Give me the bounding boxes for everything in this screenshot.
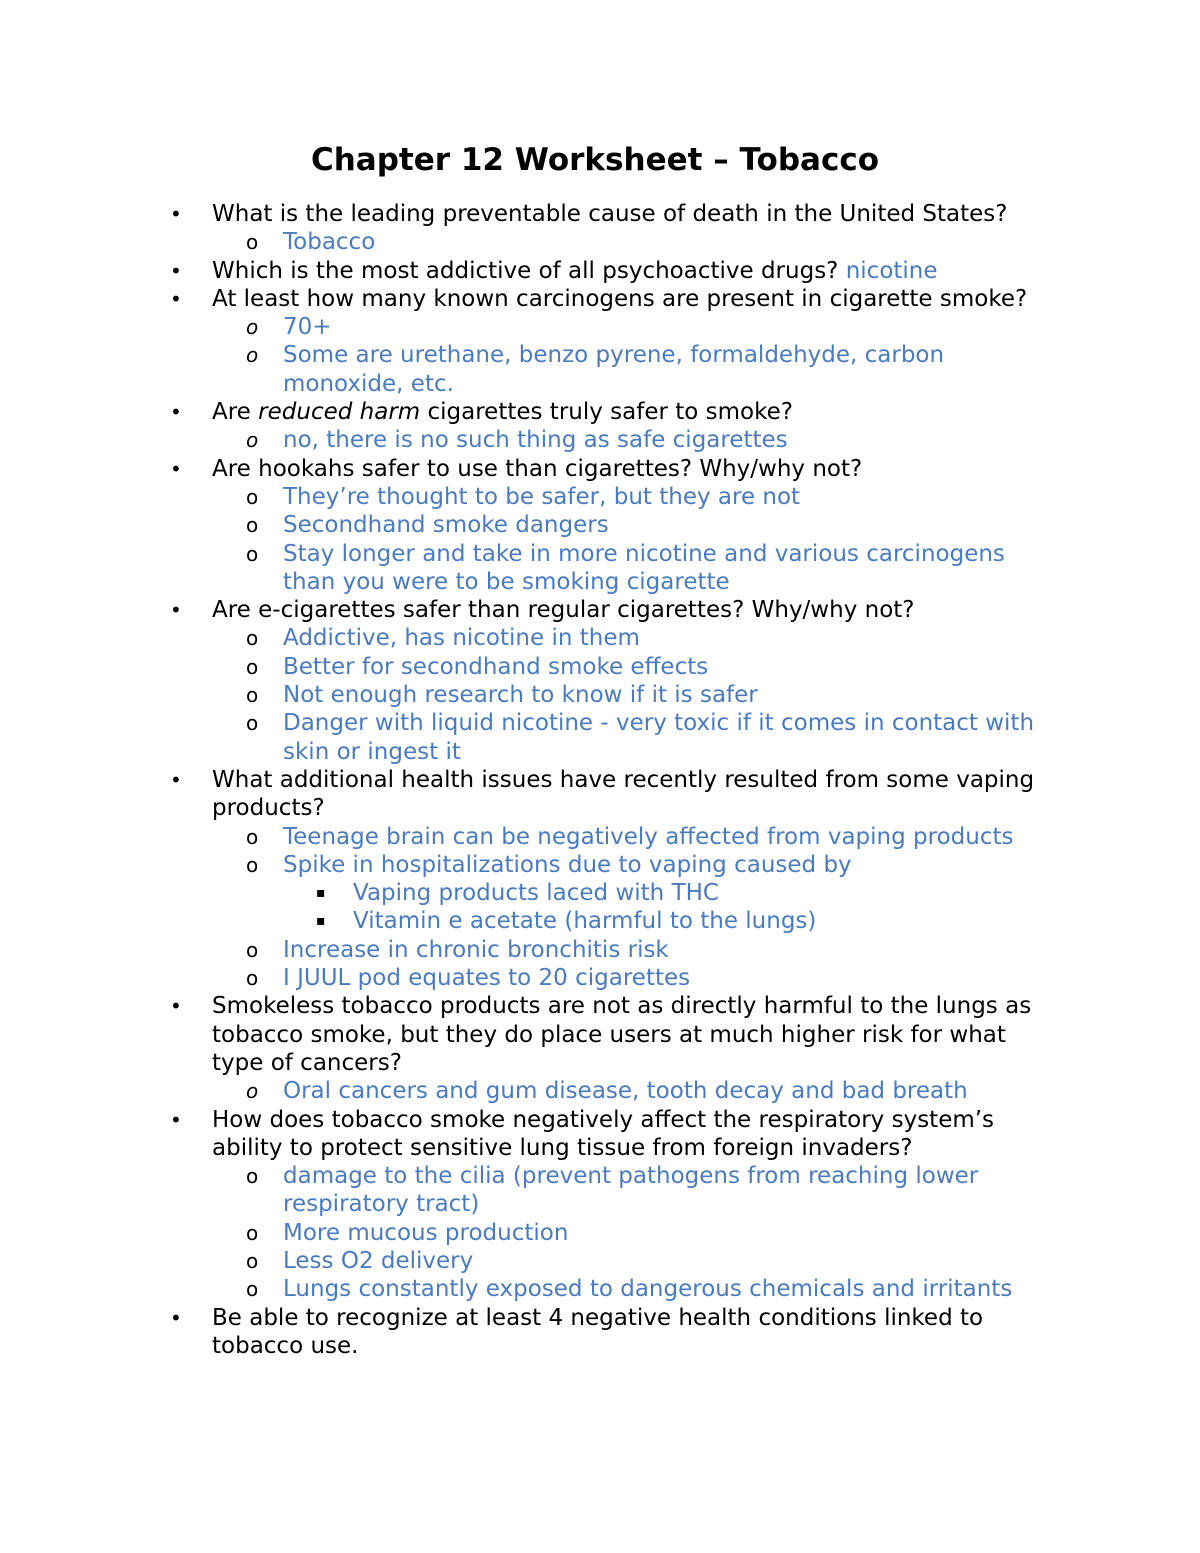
item-text: More mucous production: [283, 1219, 569, 1246]
item-text: How does tobacco smoke negatively affect the respiratory system’s ability to protect sensitive lung tissue from foreign invaders?: [212, 1106, 995, 1161]
circle-bullet-icon: o: [246, 428, 259, 453]
answer-item: [0, 341, 1200, 398]
circle-bullet-icon: o: [246, 1220, 259, 1245]
question-item: [0, 257, 1200, 285]
item-text: Some are urethane, benzo pyrene, formaldehyde, carbon monoxide, etc.: [283, 342, 945, 397]
answer-item: [0, 709, 1200, 766]
circle-bullet-icon: o: [246, 484, 259, 509]
answer-item: [0, 1275, 1200, 1303]
circle-bullet-icon: o: [246, 626, 259, 651]
item-text: Better for secondhand smoke effects: [283, 653, 709, 680]
item-text: damage to the cilia (prevent pathogens from reaching lower respiratory tract): [283, 1163, 979, 1218]
sub-answer-item: [0, 907, 1200, 935]
question-item: [0, 1304, 1200, 1361]
answer-item: [0, 1162, 1200, 1219]
circle-bullet-icon: o: [246, 1164, 259, 1189]
circle-bullet-icon: o: [246, 541, 259, 566]
item-text: At least how many known carcinogens are present in cigarette smoke?: [212, 285, 1028, 312]
bullet-icon: •: [170, 767, 182, 792]
item-emphasis: reduced harm: [258, 399, 421, 426]
item-text: Spike in hospitalizations due to vaping caused by: [283, 851, 852, 878]
item-text: Lungs constantly exposed to dangerous chemicals and irritants: [283, 1276, 1013, 1303]
answer-item: [0, 851, 1200, 879]
circle-bullet-icon: o: [246, 315, 259, 340]
question-item: [0, 398, 1200, 426]
answer-item: [0, 964, 1200, 992]
answer-item: [0, 540, 1200, 597]
answer-item: [0, 1247, 1200, 1275]
bullet-icon: •: [170, 994, 182, 1019]
item-text: Are e-cigarettes safer than regular cigarettes? Why/why not?: [212, 597, 915, 624]
answer-item: [0, 936, 1200, 964]
item-text: Oral cancers and gum disease, tooth decay and bad breath: [283, 1078, 968, 1105]
item-text: What additional health issues have recently resulted from some vaping products?: [212, 766, 1035, 822]
bullet-icon: •: [170, 258, 182, 283]
question-item: [0, 455, 1200, 483]
item-text: Less O2 delivery: [283, 1247, 474, 1274]
item-text: Secondhand smoke dangers: [283, 512, 609, 539]
answer-item: [0, 624, 1200, 652]
item-text: Danger with liquid nicotine - very toxic if it comes in contact with skin or ingest it: [283, 710, 1035, 765]
question-list: [0, 200, 1200, 1360]
question-item: [0, 596, 1200, 624]
bullet-icon: •: [170, 1107, 182, 1132]
answer-item: [0, 511, 1200, 539]
circle-bullet-icon: o: [246, 683, 259, 708]
item-text: They’re thought to be safer, but they are not: [283, 483, 801, 510]
answer-item: [0, 681, 1200, 709]
square-bullet-icon: ▪: [316, 913, 326, 930]
item-text: Vaping products laced with THC: [353, 880, 719, 907]
answer-item: [0, 483, 1200, 511]
item-text: cigarettes truly safer to smoke?: [420, 399, 793, 426]
circle-bullet-icon: o: [246, 711, 259, 736]
circle-bullet-icon: o: [246, 1248, 259, 1273]
circle-bullet-icon: o: [246, 513, 259, 538]
item-text: Smokeless tobacco products are not as directly harmful to the lungs as tobacco smoke, but they do place users at much higher risk for what type of cancers?: [212, 993, 1032, 1076]
circle-bullet-icon: o: [246, 230, 259, 255]
question-item: [0, 200, 1200, 228]
item-text: Are hookahs safer to use than cigarettes? Why/why not?: [212, 455, 863, 482]
question-item: [0, 766, 1200, 823]
item-text: I JUUL pod equates to 20 cigarettes: [283, 965, 691, 992]
square-bullet-icon: ▪: [316, 885, 326, 902]
item-text: Addictive, has nicotine in them: [283, 625, 640, 652]
circle-bullet-icon: o: [246, 937, 259, 962]
item-text: Are: [212, 399, 259, 426]
circle-bullet-icon: o: [246, 824, 259, 849]
item-text: 70+: [283, 314, 332, 341]
answer-item: [0, 313, 1200, 341]
item-text: no, there is no such thing as safe cigarettes: [283, 427, 788, 454]
item-text: Not enough research to know if it is safer: [283, 682, 758, 709]
bullet-icon: •: [170, 1305, 182, 1330]
item-text: Teenage brain can be negatively affected from vaping products: [283, 823, 1014, 850]
question-item: [0, 285, 1200, 313]
circle-bullet-icon: o: [246, 1277, 259, 1302]
item-text: Which is the most addictive of all psychoactive drugs?: [212, 257, 846, 284]
circle-bullet-icon: o: [246, 343, 259, 368]
circle-bullet-icon: o: [246, 852, 259, 877]
bullet-icon: •: [170, 286, 182, 311]
answer-item: [0, 1219, 1200, 1247]
circle-bullet-icon: o: [246, 966, 259, 991]
sub-answer-item: [0, 879, 1200, 907]
inline-answer: nicotine: [845, 257, 938, 284]
answer-item: [0, 653, 1200, 681]
bullet-icon: •: [170, 400, 182, 425]
answer-item: [0, 1077, 1200, 1105]
item-text: Vitamin e acetate (harmful to the lungs): [353, 908, 817, 935]
answer-item: [0, 823, 1200, 851]
bullet-icon: •: [170, 598, 182, 623]
page-title: Chapter 12 Worksheet – Tobacco: [310, 142, 880, 178]
item-text: What is the leading preventable cause of death in the United States?: [212, 201, 1008, 227]
question-item: [0, 992, 1200, 1077]
answer-item: [0, 228, 1200, 256]
circle-bullet-icon: o: [246, 654, 259, 679]
answer-item: [0, 426, 1200, 454]
item-text: Stay longer and take in more nicotine and various carcinogens than you were to be smoking cigarette: [283, 540, 1005, 595]
item-text: Tobacco: [283, 229, 376, 256]
item-text: Be able to recognize at least 4 negative health conditions linked to tobacco use.: [212, 1304, 984, 1359]
bullet-icon: •: [170, 456, 182, 481]
bullet-icon: •: [170, 202, 182, 226]
circle-bullet-icon: o: [246, 1079, 259, 1104]
question-item: [0, 1106, 1200, 1163]
item-text: Increase in chronic bronchitis risk: [283, 936, 669, 963]
